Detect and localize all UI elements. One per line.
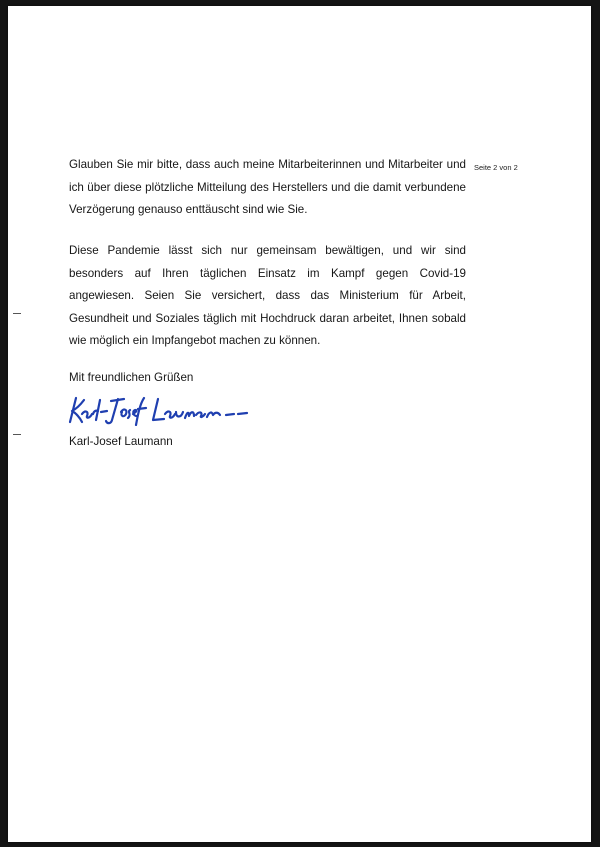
closing-salutation: Mit freundlichen Grüßen bbox=[69, 371, 194, 384]
page-number: Seite 2 von 2 bbox=[474, 163, 518, 172]
handwritten-signature bbox=[66, 394, 256, 426]
paragraph-1: Glauben Sie mir bitte, dass auch meine Mitarbeiterinnen und Mitarbeiter und ich über diese plötzliche Mitteilung des Herstellers und die damit verbundene Verzögerung genauso enttäuscht sind wie Sie. bbox=[69, 158, 466, 217]
letter-page bbox=[8, 6, 591, 842]
paragraph-2: Diese Pandemie lässt sich nur gemeinsam bewältigen, und wir sind besonders auf Ihren täglichen Einsatz im Kampf gegen Covid-19 angewiesen. Seien Sie versichert, dass das Ministerium für Arbeit, Gesundheit und Soziales täglich mit Hochdruck daran arbeitet, Ihnen sobald wie möglich ein Impfangebot machen zu können. bbox=[69, 244, 466, 348]
signer-name: Karl-Josef Laumann bbox=[69, 435, 173, 448]
fold-mark bbox=[13, 434, 21, 435]
fold-mark bbox=[13, 313, 21, 314]
